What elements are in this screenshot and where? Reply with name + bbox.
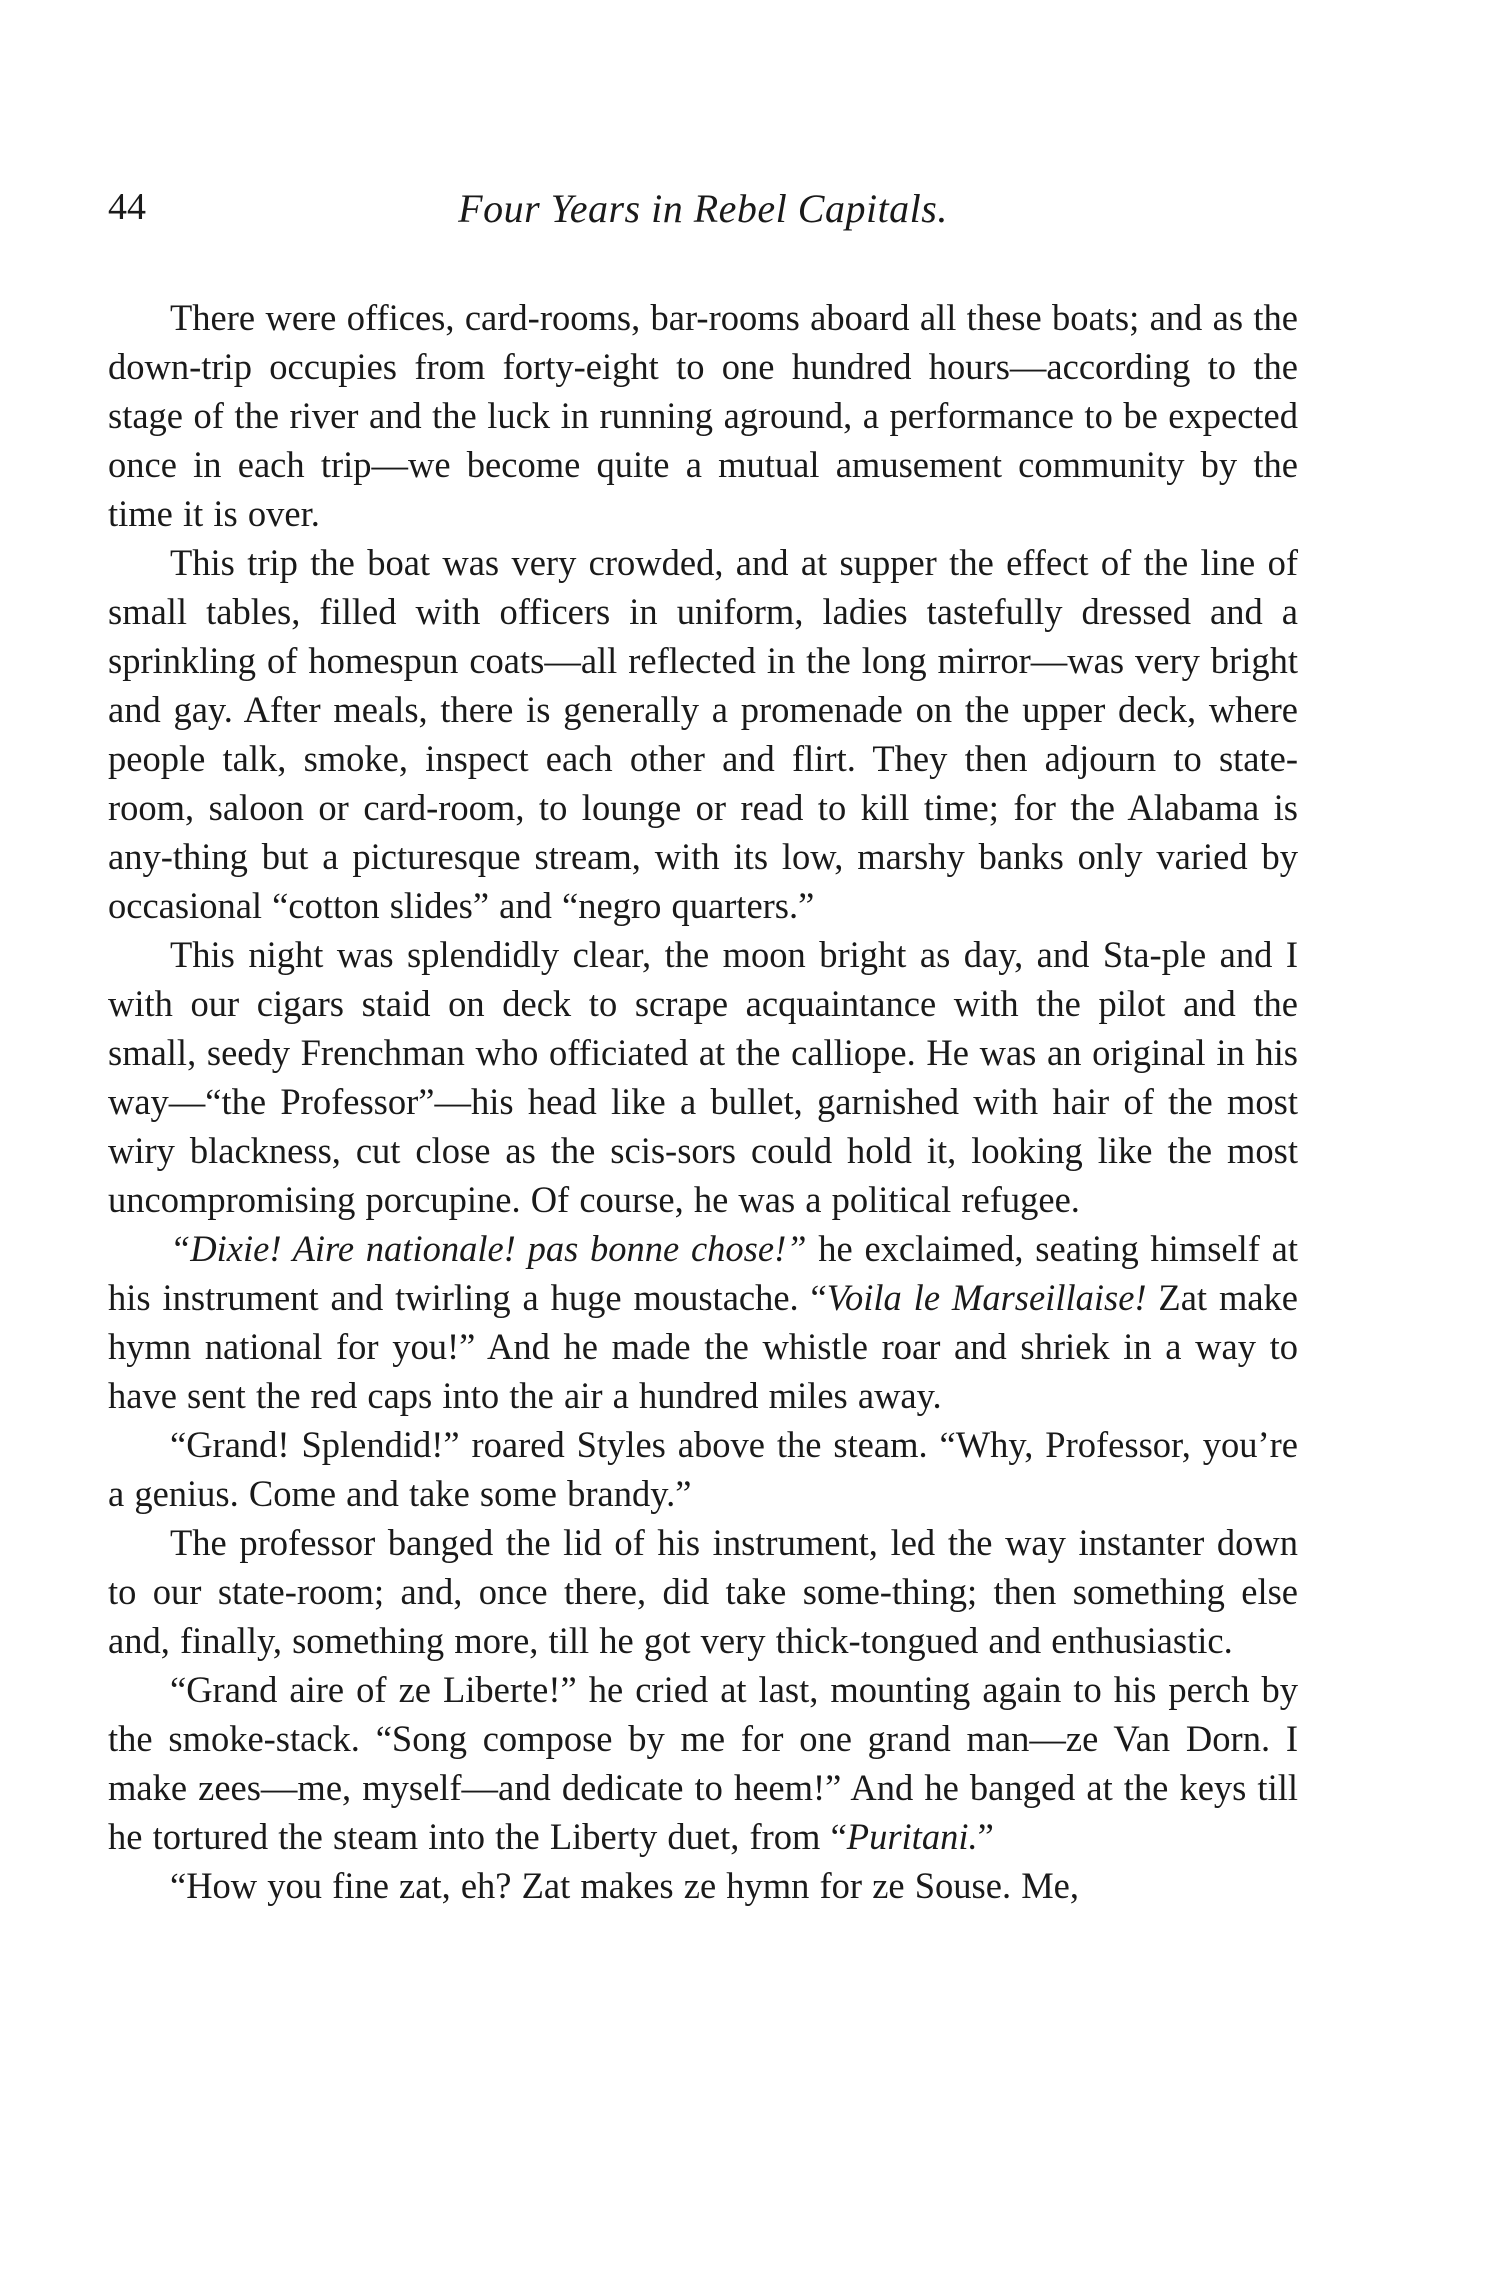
paragraph-text: Zat make hymn national for you!” And he made the whistle roar and shriek in a way to have sent the red caps into the air a hundred miles away. [108,1277,1298,1416]
paragraph: There were offices, card-rooms, bar-rooms aboard all these boats; and as the down-trip occupies from forty-eight to one hundred hours—according to the stage of the river and the luck in running aground, a performance to be expected once in each trip—we become quite a mutual amusement community by the time it is over. [108,297,1298,534]
paragraph: The professor banged the lid of his instrument, led the way instanter down to our state-room; and, once there, did take some-thing; then something else and, finally, something more, till he got very thick-tongued and enthusiastic. [108,1522,1298,1661]
paragraph: “Grand! Splendid!” roared Styles above the steam. “Why, Professor, you’re a genius. Come and take some brandy.” [108,1424,1298,1514]
paragraph-text: ” [977,1816,994,1857]
italic-quote: Voila le Marseillaise! [826,1277,1147,1318]
page-number: 44 [108,186,146,228]
book-page [108,185,1298,1910]
paragraph [108,1665,1298,1861]
paragraph-text: he exclaimed, seating himself at his instrument and twirling a huge moustache. “ [108,1228,1298,1318]
paragraph: This trip the boat was very crowded, and at supper the effect of the line of small tables, filled with officers in uniform, ladies tastefully dressed and a sprinkling of homespun coats—all reflected in the long mirror—was very bright and gay. After meals, there is generally a promenade on the upper deck, where people talk, smoke, inspect each other and flirt. They then adjourn to state-room, saloon or card-room, to lounge or read to kill time; for the Alabama is any-thing but a picturesque stream, with its low, marshy banks only varied by occasional “cotton slides” and “negro quarters.” [108,542,1298,926]
italic-quote: “Dixie! Aire nationale! pas bonne chose!” [170,1228,807,1269]
running-title: Four Years in Rebel Capitals. [458,186,948,231]
paragraph [108,1224,1298,1420]
paragraph: This night was splendidly clear, the moon bright as day, and Sta-ple and I with our cigars staid on deck to scrape acquaintance with the pilot and the small, seedy Frenchman who officiated at the calliope. He was an original in his way—“the Professor”—his head like a bullet, garnished with hair of the most wiry blackness, cut close as the scis-sors could hold it, looking like the most uncompromising porcupine. Of course, he was a political refugee. [108,934,1298,1220]
running-header [108,185,1298,241]
paragraph: “How you fine zat, eh? Zat makes ze hymn for ze Souse. Me, [170,1865,1079,1906]
italic-title: Puritani. [846,1816,978,1857]
paragraph-text: “Grand aire of ze Liberte!” he cried at last, mounting again to his perch by the smoke-stack. “Song compose by me for one grand man—ze Van Dorn. I make zees—me, myself—and dedicate to heem!” And he banged at the keys till he tortured the steam into the Liberty duet, from “ [108,1669,1298,1857]
body-text [108,293,1298,1910]
